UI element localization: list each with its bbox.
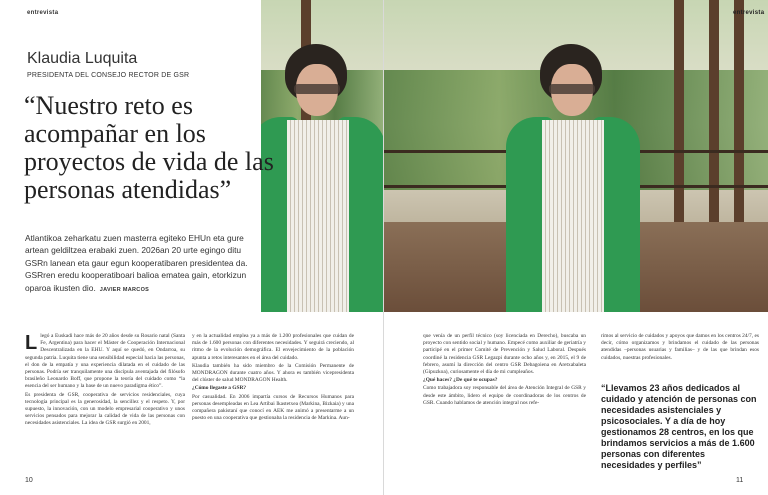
lead-paragraph <box>25 232 257 296</box>
author-byline: JAVIER MARCOS <box>99 286 150 293</box>
col1-p1: legó a Euskadi hace más de 20 años desde su Rosario natal (Santa Fe, Argentina) para hacer el Máster de Cooperación Internacional Descentralizada en la EHU. Y aquí se quedó, en Ondarroa, su segunda patria. Luquita tiene una sensibilidad especial hacia las personas, el don de la empatía y una experiencia dilatada en el cuidado de las personas. Podría ser tranquilamente una discípula aventajada del filósofo brasileño Leonardo Boff, que propone la teoría del cuidado como “la esencia del ser humano y la base de un nuevo paradigma ético”. <box>25 333 185 390</box>
right-page <box>384 0 768 495</box>
interviewee-role: PRESIDENTA DEL CONSEJO RECTOR DE GSR <box>27 72 190 79</box>
col4-p1: rimos al servicio de cuidados y apoyos que damos en los centros 24/7, es decir, cómo organizamos y brindamos el cuidado de las personas atendidas –personas usuarias y familias– y de las que brindan esos cuidados, nuestras profesionales. <box>601 333 759 361</box>
page-number-left: 10 <box>25 477 33 484</box>
section-label: entrevista <box>27 10 59 16</box>
section-label-right: entrevista <box>733 10 765 16</box>
col3-p2: Como trabajadora soy responsable del área de Atención Integral de GSR y desde este ámbito, lidero el equipo de coordinadoras de los centros de GSR. Cuando hablamos de atención integral nos refe- <box>423 385 586 406</box>
body-column-1 <box>25 333 185 429</box>
dropcap: L <box>25 332 38 354</box>
body-column-4 <box>601 333 759 363</box>
lead-text: Atlantikoa zeharkatu zuen masterra egiteko EHUn eta gure artean geldiltzea erabaki zuen. 2026an 20 urte egingo ditu GSRn lanean eta gaur egun kooperatibaren presidentea da. GSRren eredu kooperatiboari balioa ematea gain, etorkizun oparoa ikusten dio. <box>25 233 248 293</box>
body-column-3 <box>423 333 586 408</box>
question-heading-2: ¿Qué haces? ¿De qué te ocupas? <box>423 377 498 384</box>
col2-p3: Por casualidad. En 2006 impartía cursos de Recursos Humanos para personas desempleadas en Lea Artibai Ikastetxea (Markina, Bizkaia) y una compañera pakistaní que conocí en AEK me animó a presentarme a un puesto en una cooperativa que gestionaba la residencia de Markina. Aun- <box>192 393 354 422</box>
col1-p2: Es presidenta de GSR, cooperativa de servicios residenciales, cuya tecnología principal es la generosidad, la sencillez y el respeto. Y, por supuesto, la innovación, con un modelo empresarial cooperativo y unos servicios pensados para mejorar la calidad de vida de las personas con necesidades asistenciales. La idea de GSR surgió en 2001, <box>25 391 185 427</box>
portrait-photo-right <box>384 0 768 312</box>
question-heading: ¿Cómo llegaste a GSR? <box>192 385 247 392</box>
page-number-right: 11 <box>736 477 744 484</box>
col2-p2: Klaudia también ha sido miembro de la Comisión Permanente de MONDRAGON durante cuatro años. Y ahora es también vicepresidenta del clúster de salud MONDRAGON Health. <box>192 362 354 384</box>
body-column-2 <box>192 333 354 423</box>
col3-p1: que venía de un perfil técnico (soy licenciada en Derecho), buscaba un proyecto con sentido social y humano. Empecé como auxiliar de geriatría y participé en el primer Comité de Prevención y Salud Laboral. Después coordiné la residencia GSR Legazpi durante ocho años y, en 2015, el 9 de febrero, asumí la dirección del centro GSR Debagoiena en Aretxabaleta (Gipuzkoa), curiosamente el día de mi cumpleaños. <box>423 333 586 376</box>
headline: “Nuestro reto es acompañar en los proyectos de vida de las personas atendidas” <box>24 91 274 204</box>
col2-p1: y en la actualidad emplea ya a más de 1.200 profesionales que cuidan de más de 1.600 personas con diferentes necesidades. Y seguirá creciendo, al ritmo de la evolución demográfica. El envejecimiento de la población apunta a retos interesantes en el área del cuidado. <box>192 333 354 361</box>
interviewee-name: Klaudia Luquita <box>27 50 138 67</box>
pull-quote: “Llevamos 23 años dedicados al cuidado y atención de personas con necesidades asistenciales y psicosociales. Y a día de hoy gestionamos 28 centros, en los que brindamos servicios a más de 1.600 personas con diferentes necesidades y perfiles” <box>601 383 757 470</box>
